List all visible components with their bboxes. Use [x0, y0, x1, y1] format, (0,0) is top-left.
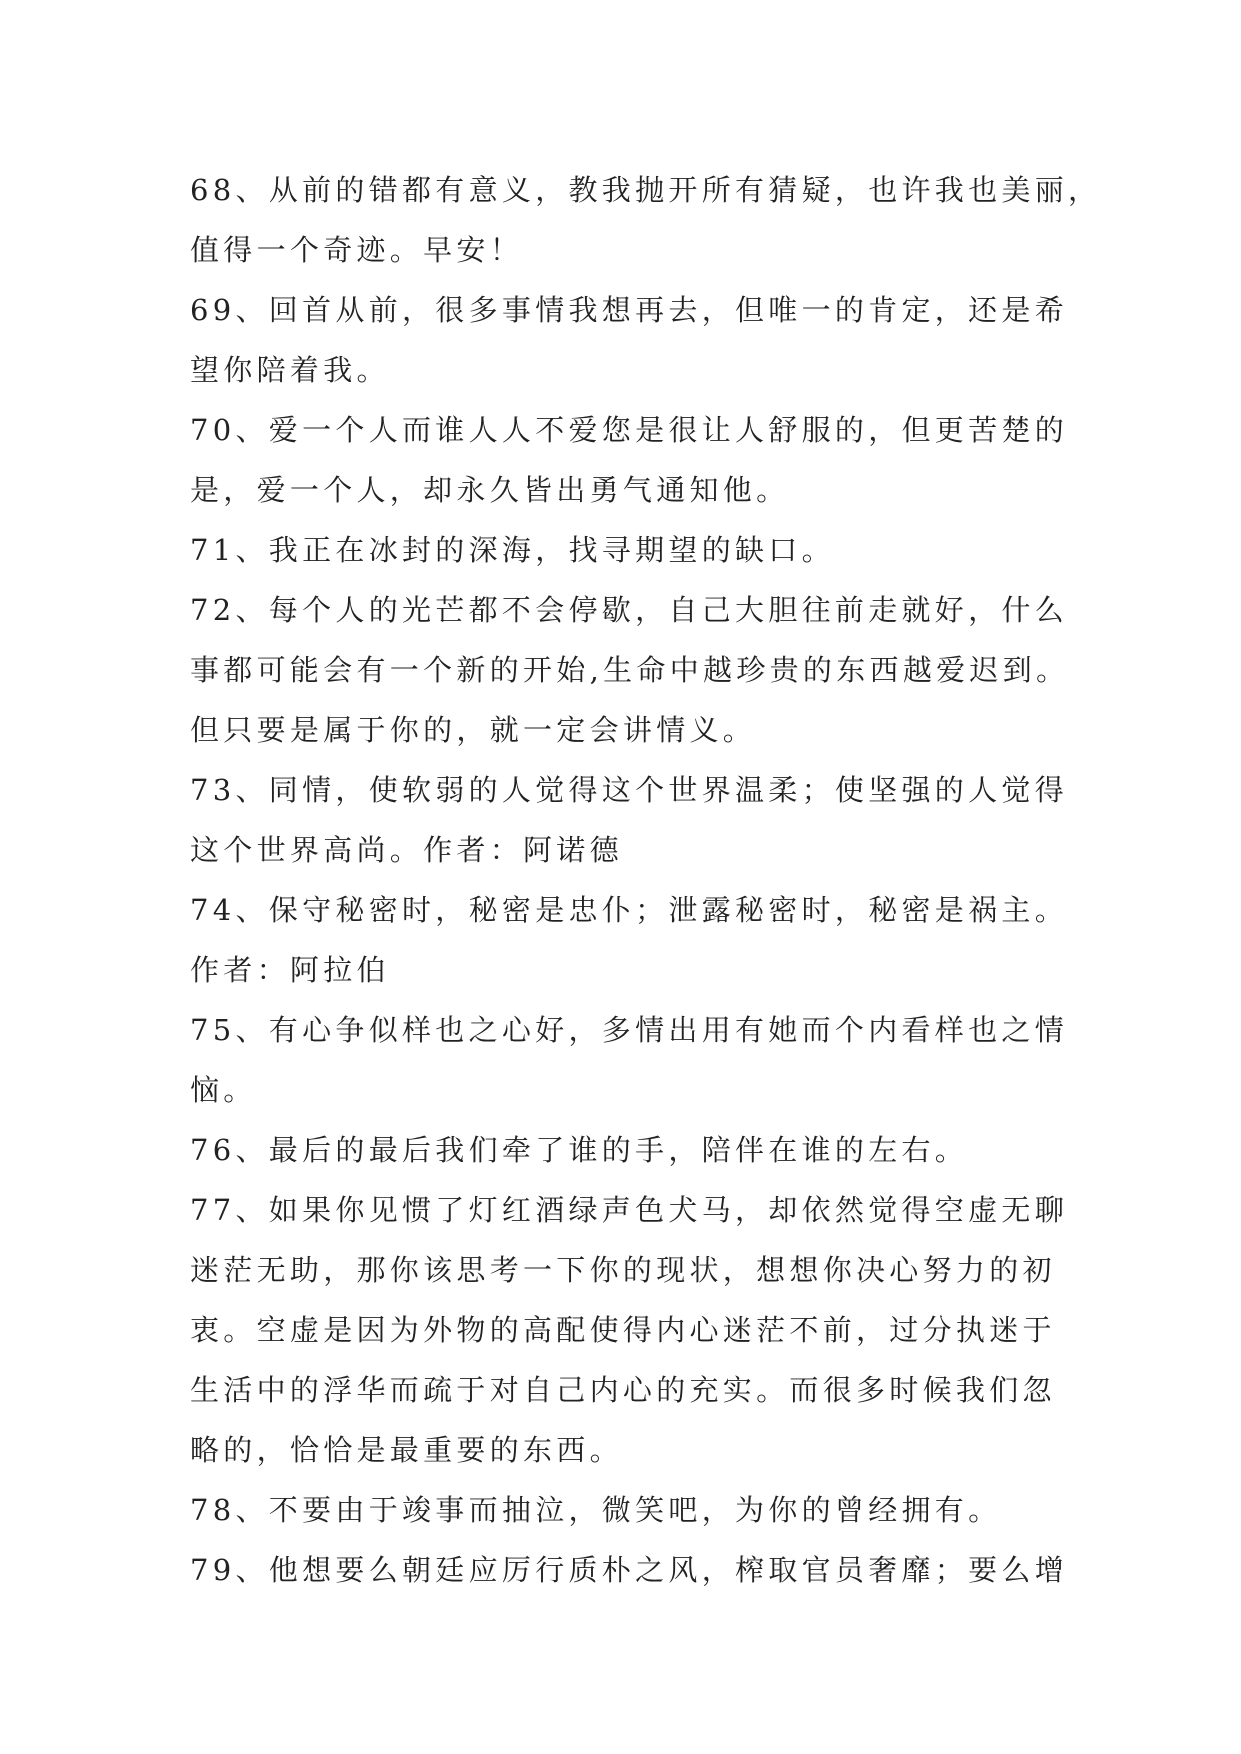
text-line: 69、回首从前，很多事情我想再去，但唯一的肯定，还是希 — [190, 293, 1069, 327]
text-line: 值得一个奇迹。早安！ — [190, 233, 524, 267]
text-line: 恼。 — [190, 1073, 257, 1107]
text-line: 迷茫无助，那你该思考一下你的现状，想想你决心努力的初 — [190, 1253, 1056, 1287]
text-line: 略的，恰恰是最重要的东西。 — [190, 1433, 623, 1467]
text-line: 79、他想要么朝廷应厉行质朴之风，榨取官员奢靡；要么增 — [190, 1553, 1069, 1587]
document-body — [190, 160, 1102, 1600]
text-line: 但只要是属于你的，就一定会讲情义。 — [190, 713, 757, 747]
text-line: 作者：阿拉伯 — [190, 953, 390, 987]
text-line: 72、每个人的光芒都不会停歇，自己大胆往前走就好，什么 — [190, 593, 1069, 627]
text-line: 73、同情，使软弱的人觉得这个世界温柔；使坚强的人觉得 — [190, 773, 1069, 807]
text-line: 生活中的浮华而疏于对自己内心的充实。而很多时候我们忽 — [190, 1373, 1056, 1407]
text-line: 衷。空虚是因为外物的高配使得内心迷茫不前，过分执迷于 — [190, 1313, 1056, 1347]
text-line: 78、不要由于竣事而抽泣，微笑吧，为你的曾经拥有。 — [190, 1493, 1002, 1527]
text-line: 77、如果你见惯了灯红酒绿声色犬马，却依然觉得空虚无聊 — [190, 1193, 1069, 1227]
text-line: 68、从前的错都有意义，教我抛开所有猜疑，也许我也美丽， — [190, 173, 1102, 207]
text-line: 70、爱一个人而谁人人不爱您是很让人舒服的，但更苦楚的 — [190, 413, 1069, 447]
text-line: 这个世界高尚。作者：阿诺德 — [190, 833, 623, 867]
text-line: 74、保守秘密时，秘密是忠仆；泄露秘密时，秘密是祸主。 — [190, 893, 1069, 927]
text-line: 76、最后的最后我们牵了谁的手，陪伴在谁的左右。 — [190, 1133, 969, 1167]
text-line: 望你陪着我。 — [190, 353, 390, 387]
text-line: 71、我正在冰封的深海，找寻期望的缺口。 — [190, 533, 835, 567]
text-line: 是，爱一个人，却永久皆出勇气通知他。 — [190, 473, 790, 507]
text-line: 75、有心争似样也之心好，多情出用有她而个内看样也之情 — [190, 1013, 1069, 1047]
text-line: 事都可能会有一个新的开始,生命中越珍贵的东西越爱迟到。 — [190, 653, 1070, 687]
